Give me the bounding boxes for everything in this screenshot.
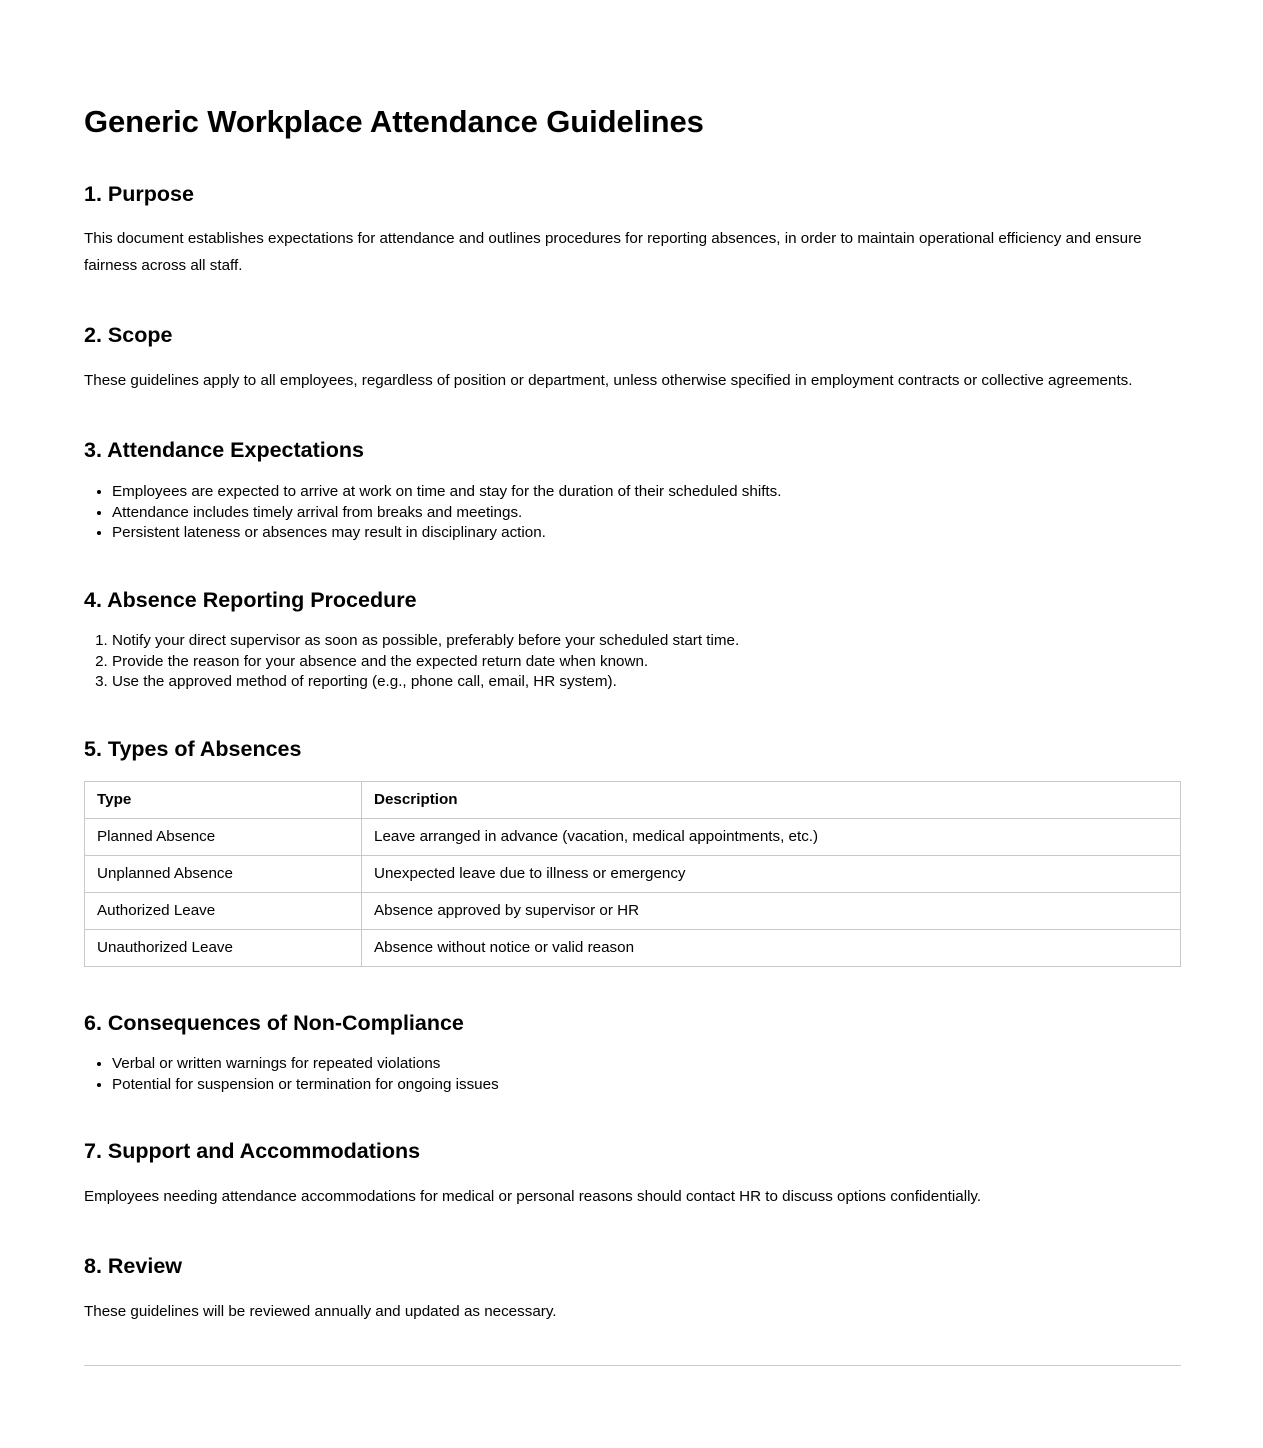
table-row bbox=[85, 892, 1181, 929]
table-row bbox=[85, 855, 1181, 892]
section-heading-purpose: 1. Purpose bbox=[84, 181, 194, 206]
section-types-of-absences bbox=[84, 737, 1181, 967]
cell-description: Unexpected leave due to illness or emergency bbox=[362, 855, 1181, 892]
cell-description: Absence approved by supervisor or HR bbox=[362, 892, 1181, 929]
footer-divider bbox=[84, 1365, 1181, 1366]
cell-description: Absence without notice or valid reason bbox=[362, 929, 1181, 966]
section-heading-types-of-absences: 5. Types of Absences bbox=[84, 736, 302, 761]
list-item: • Verbal or written warnings for repeated violations bbox=[112, 1054, 1181, 1075]
section-heading-review: 8. Review bbox=[84, 1254, 182, 1279]
page-title: Generic Workplace Attendance Guidelines bbox=[84, 104, 704, 139]
section-heading-attendance-expectations: 3. Attendance Expectations bbox=[84, 438, 364, 463]
list-item: • Potential for suspension or termination for ongoing issues bbox=[112, 1075, 1181, 1096]
section-review bbox=[84, 1254, 1181, 1325]
list-item: 2. Provide the reason for your absence and the expected return date when known. bbox=[112, 652, 1181, 673]
section-paragraph-purpose: This document establishes expectations for attendance and outlines procedures for reporting absences, in order to maintain operational efficiency and ensure fairness across all staff. bbox=[84, 230, 1142, 275]
list-item: 3. Use the approved method of reporting (e.g., phone call, email, HR system). bbox=[112, 672, 1181, 693]
section-attendance-expectations bbox=[84, 438, 1181, 543]
section-absence-reporting-procedure bbox=[84, 588, 1181, 693]
absence-reporting-steps-list bbox=[84, 631, 1181, 693]
list-item: • Employees are expected to arrive at work on time and stay for the duration of their scheduled shifts. bbox=[112, 482, 1181, 503]
section-consequences-of-non-compliance bbox=[84, 1011, 1181, 1096]
section-scope bbox=[84, 323, 1181, 394]
section-paragraph-support-and-accommodations: Employees needing attendance accommodations for medical or personal reasons should contact HR to discuss options confidentially. bbox=[84, 1188, 982, 1206]
cell-type: Authorized Leave bbox=[85, 892, 362, 929]
list-item: • Persistent lateness or absences may result in disciplinary action. bbox=[112, 523, 1181, 544]
cell-type: Planned Absence bbox=[85, 818, 362, 855]
cell-description: Leave arranged in advance (vacation, medical appointments, etc.) bbox=[362, 818, 1181, 855]
section-support-and-accommodations bbox=[84, 1139, 1181, 1210]
types-of-absences-table bbox=[84, 781, 1181, 967]
table-row bbox=[85, 929, 1181, 966]
list-item: 1. Notify your direct supervisor as soon as possible, preferably before your scheduled start time. bbox=[112, 631, 1181, 652]
section-heading-support-and-accommodations: 7. Support and Accommodations bbox=[84, 1139, 421, 1164]
table-header bbox=[85, 781, 1181, 818]
section-heading-consequences-of-non-compliance: 6. Consequences of Non-Compliance bbox=[84, 1010, 464, 1035]
consequences-list bbox=[84, 1054, 1181, 1095]
section-heading-scope: 2. Scope bbox=[84, 323, 173, 348]
table-header-row bbox=[85, 781, 1181, 818]
table-body bbox=[85, 818, 1181, 966]
cell-type: Unplanned Absence bbox=[85, 855, 362, 892]
attendance-expectations-list bbox=[84, 482, 1181, 544]
list-item: • Attendance includes timely arrival from breaks and meetings. bbox=[112, 503, 1181, 524]
column-header-type: Type bbox=[85, 781, 362, 818]
column-header-description: Description bbox=[362, 781, 1181, 818]
table-row bbox=[85, 818, 1181, 855]
section-paragraph-review: These guidelines will be reviewed annually and updated as necessary. bbox=[84, 1303, 557, 1321]
section-purpose bbox=[84, 182, 1181, 280]
cell-type: Unauthorized Leave bbox=[85, 929, 362, 966]
section-heading-absence-reporting-procedure: 4. Absence Reporting Procedure bbox=[84, 587, 417, 612]
section-paragraph-scope: These guidelines apply to all employees, regardless of position or department, unless otherwise specified in employment contracts or collective agreements. bbox=[84, 372, 1133, 390]
